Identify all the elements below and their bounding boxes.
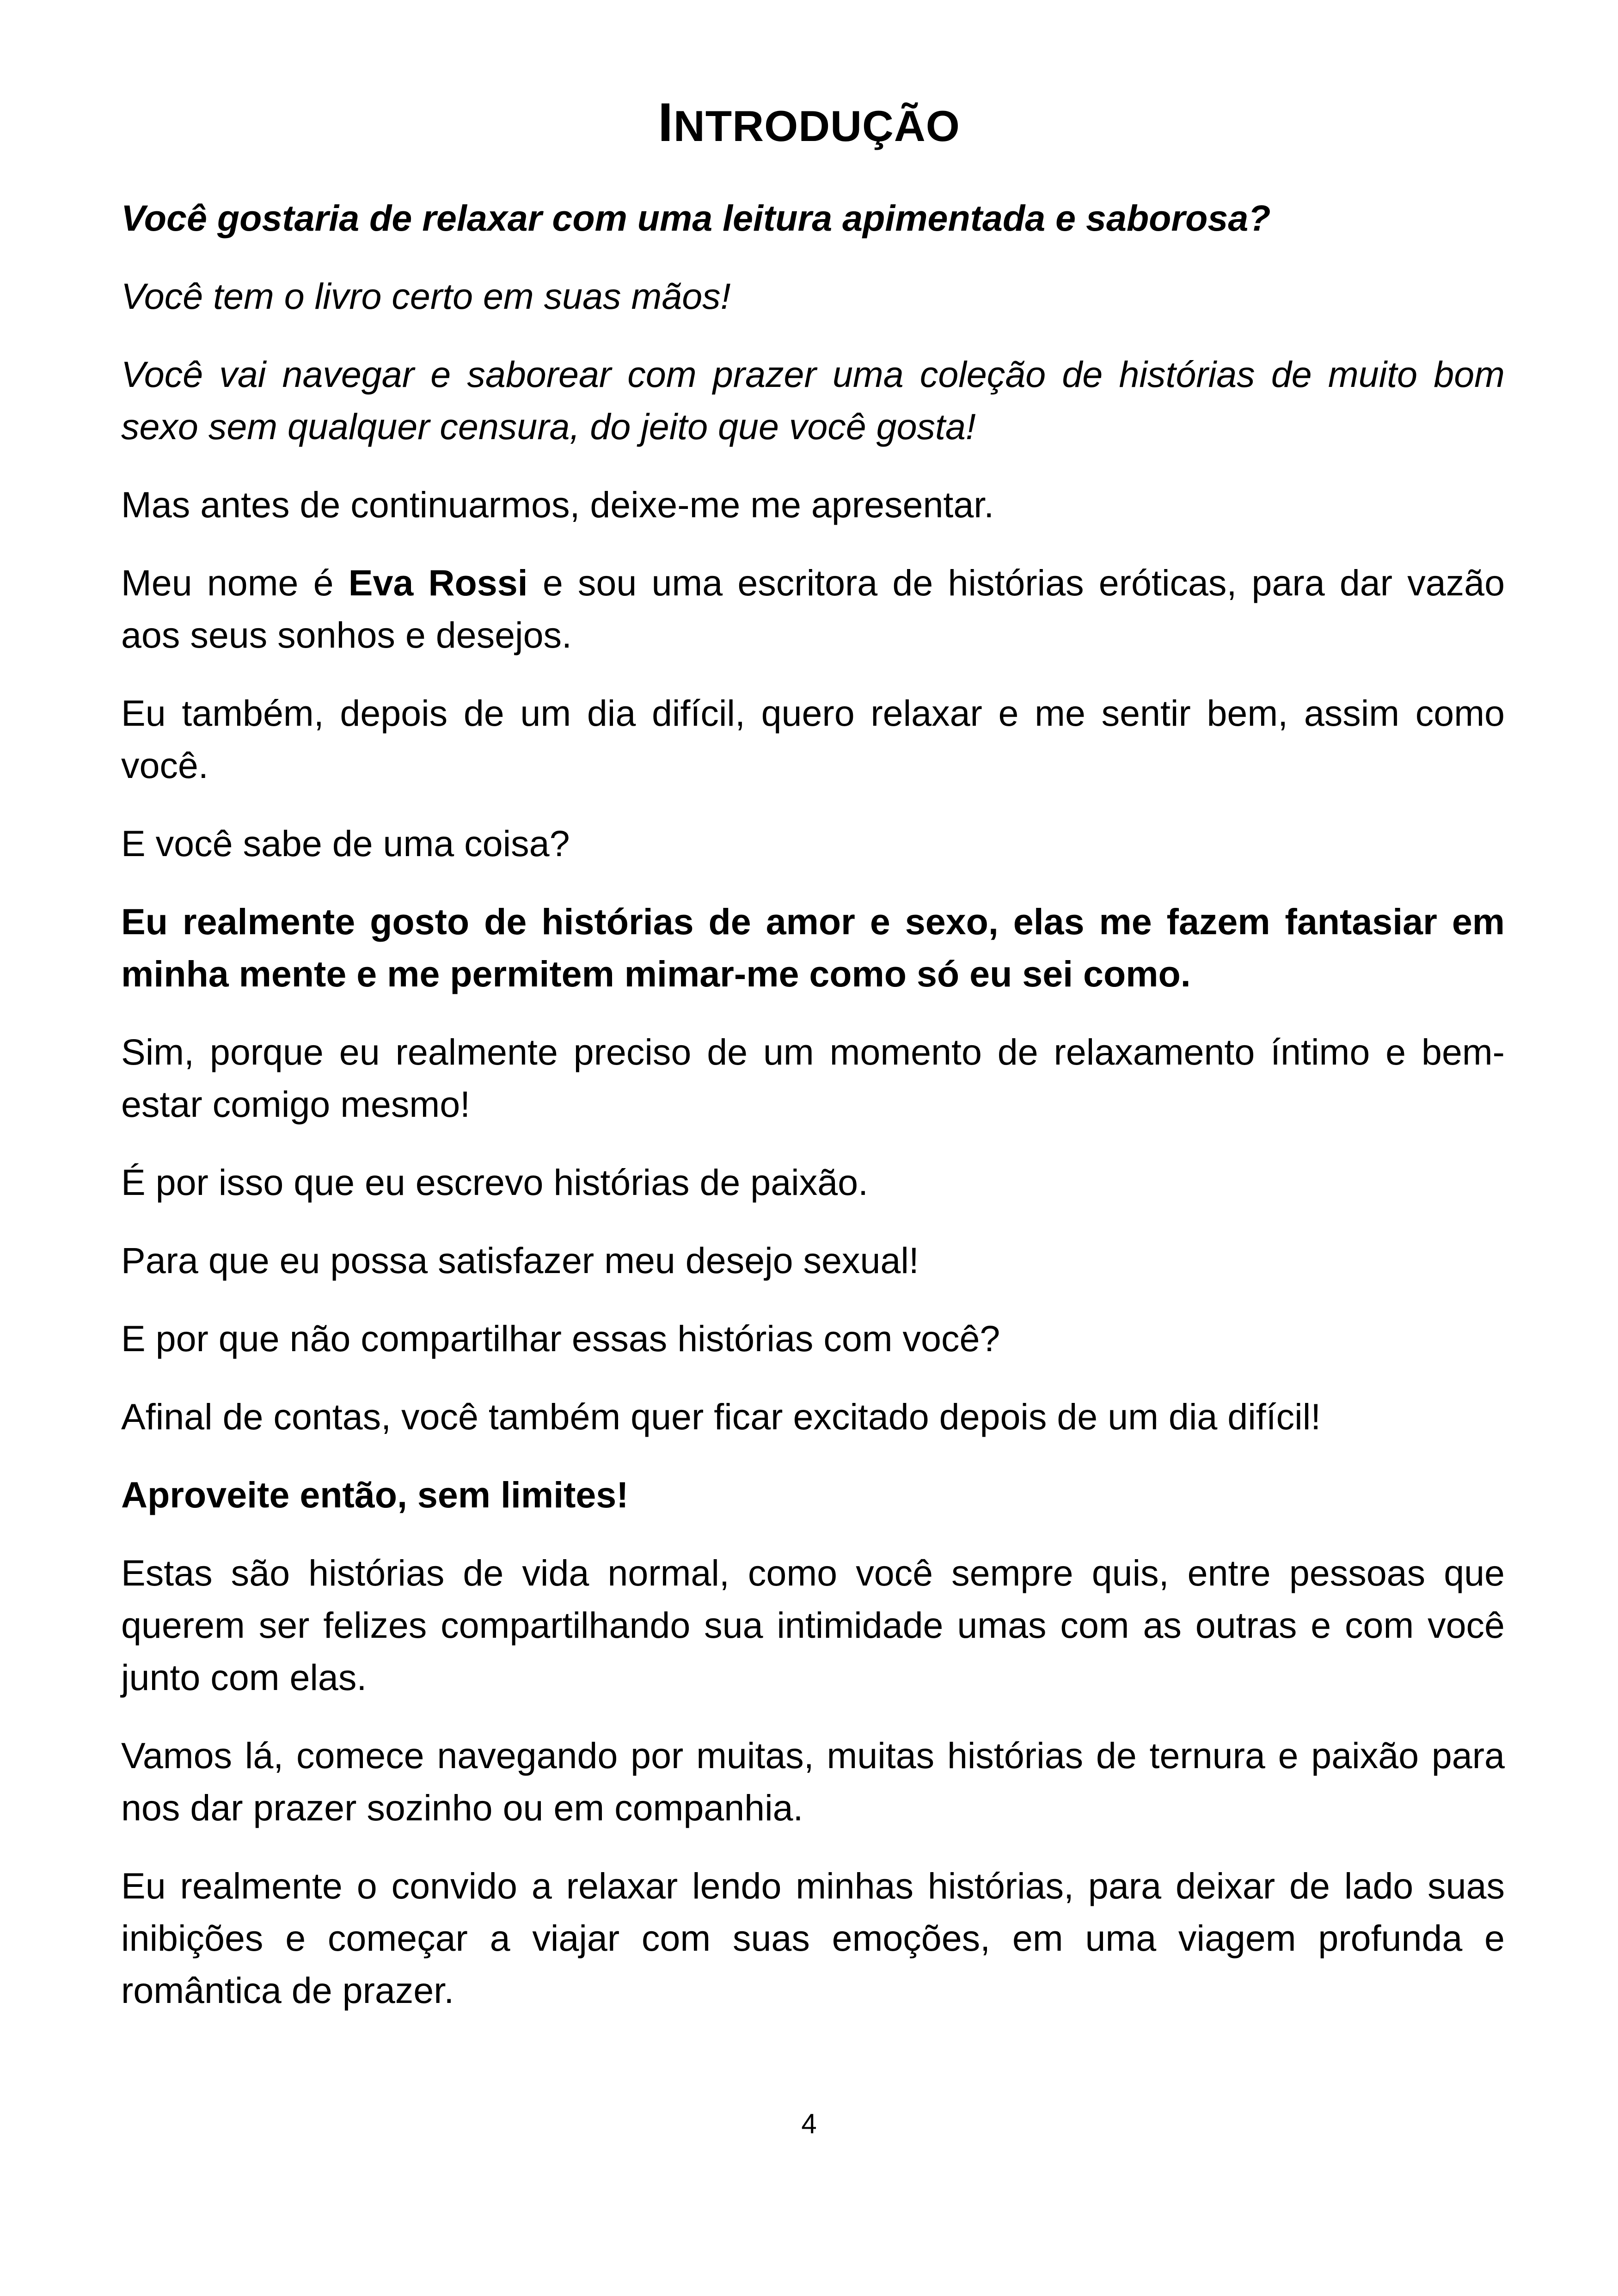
paragraph: Vamos lá, comece navegando por muitas, muitas histórias de ternura e paixão para nos dar prazer sozinho ou em companhia. (121, 1735, 1505, 1828)
paragraph: Você vai navegar e saborear com prazer uma coleção de histórias de muito bom sexo sem qualquer censura, do jeito que você gosta! (121, 354, 1505, 447)
intro-question: Você gostaria de relaxar com uma leitura apimentada e saborosa? (121, 197, 1271, 239)
paragraph: Eu também, depois de um dia difícil, quero relaxar e me sentir bem, assim como você. (121, 692, 1505, 786)
paragraph: Mas antes de continuarmos, deixe-me me apresentar. (121, 484, 994, 525)
body-text (121, 192, 1505, 2042)
paragraph: Para que eu possa satisfazer meu desejo sexual! (121, 1240, 919, 1281)
paragraph: Eu realmente o convido a relaxar lendo minhas histórias, para deixar de lado suas inibições e começar a viajar com suas emoções, em uma viagem profunda e romântica de prazer. (121, 1865, 1505, 2011)
emphasis-paragraph: Eu realmente gosto de histórias de amor e sexo, elas me fazem fantasiar em minha mente e me permitem mimar-me como só eu sei como. (121, 901, 1505, 994)
title-initial: I (658, 92, 674, 153)
paragraph: Estas são histórias de vida normal, como você sempre quis, entre pessoas que querem ser felizes compartilhando sua intimidade umas com as outras e com você junto com elas. (121, 1552, 1505, 1698)
paragraph: E por que não compartilhar essas histórias com você? (121, 1318, 1000, 1359)
page-number: 4 (801, 2108, 817, 2139)
paragraph: Você tem o livro certo em suas mãos! (121, 276, 731, 317)
text-segment: Meu nome é (121, 562, 349, 603)
text-segment: e sou uma escritora de histórias eróticas, para dar vazão aos seus sonhos e desejos. (121, 562, 1505, 655)
paragraph: Afinal de contas, você também quer ficar excitado depois de um dia difícil! (121, 1396, 1321, 1437)
paragraph: E você sabe de uma coisa? (121, 823, 570, 864)
page-title (0, 88, 1618, 161)
paragraph: Sim, porque eu realmente preciso de um momento de relaxamento íntimo e bem-estar comigo mesmo! (121, 1031, 1505, 1125)
paragraph-author (121, 557, 1505, 661)
author-name: Eva Rossi (348, 562, 528, 603)
paragraph: É por isso que eu escrevo histórias de paixão. (121, 1162, 869, 1203)
emphasis-line: Aproveite então, sem limites! (121, 1474, 629, 1515)
title-rest: NTRODUÇÃO (673, 102, 960, 150)
